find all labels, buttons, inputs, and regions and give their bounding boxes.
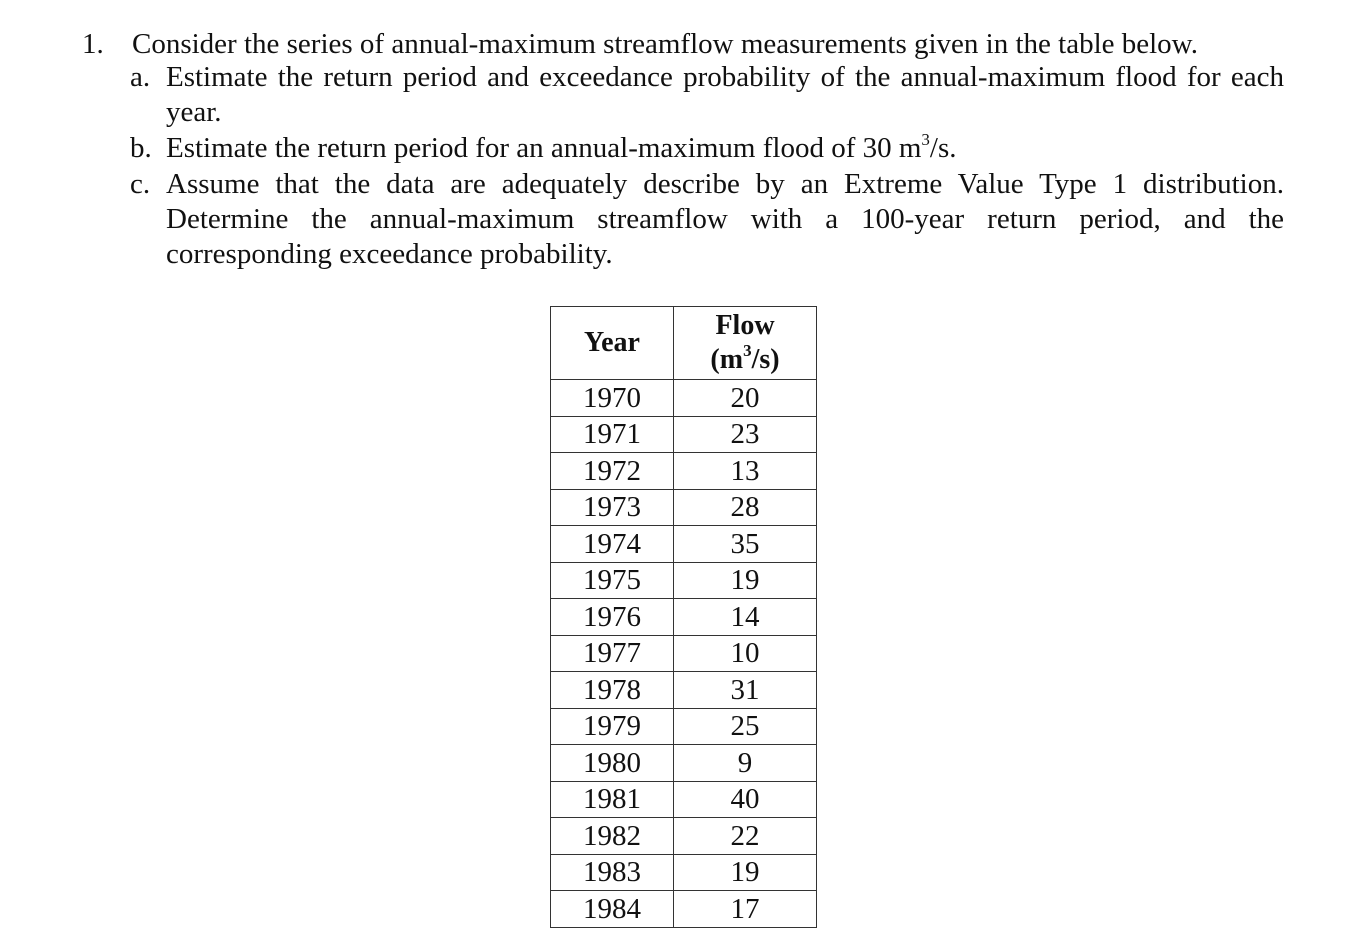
flow-cell: 22 (674, 818, 817, 855)
part-c (130, 167, 1284, 272)
part-a-text: Estimate the return period and exceedance probability of the annual-maximum flood for each year. (166, 61, 1284, 128)
table-row (551, 416, 817, 453)
year-cell: 1983 (551, 854, 674, 891)
flow-cell: 20 (674, 380, 817, 417)
flow-header-label: Flow (715, 310, 775, 341)
part-a-label: a. (130, 61, 151, 93)
part-b-text-unit: /s. (929, 132, 957, 164)
flow-cell: 14 (674, 599, 817, 636)
year-cell: 1976 (551, 599, 674, 636)
table-row (551, 526, 817, 563)
part-b-text (166, 131, 1284, 166)
table-row (551, 599, 817, 636)
flow-header-unit (674, 343, 816, 377)
flow-cell: 28 (674, 489, 817, 526)
table-row (551, 672, 817, 709)
year-cell: 1979 (551, 708, 674, 745)
part-b-label: b. (130, 132, 152, 164)
year-cell: 1981 (551, 781, 674, 818)
flow-cell: 13 (674, 453, 817, 490)
flow-cell: 19 (674, 854, 817, 891)
question-stem (82, 26, 1198, 62)
table-row (551, 562, 817, 599)
question-text: Consider the series of annual-maximum streamflow measurements given in the table below. (132, 28, 1198, 60)
table-row (551, 818, 817, 855)
year-column-header: Year (551, 307, 674, 380)
table-header-row (551, 307, 817, 380)
table-row (551, 781, 817, 818)
flow-unit-main: (m (710, 344, 744, 375)
year-cell: 1978 (551, 672, 674, 709)
flow-cell: 23 (674, 416, 817, 453)
flow-cell: 9 (674, 745, 817, 782)
part-a (130, 60, 1284, 130)
flow-cell: 10 (674, 635, 817, 672)
part-c-label: c. (130, 168, 151, 200)
year-cell: 1984 (551, 891, 674, 928)
flow-cell: 40 (674, 781, 817, 818)
flow-cell: 17 (674, 891, 817, 928)
table-row (551, 489, 817, 526)
year-cell: 1971 (551, 416, 674, 453)
part-b (130, 131, 1284, 166)
flow-cell: 31 (674, 672, 817, 709)
table-row (551, 380, 817, 417)
year-cell: 1973 (551, 489, 674, 526)
year-cell: 1972 (551, 453, 674, 490)
year-cell: 1977 (551, 635, 674, 672)
table-row (551, 745, 817, 782)
part-b-text-main: Estimate the return period for an annual-maximum flood of 30 m (166, 132, 922, 164)
flow-column-header (674, 307, 817, 380)
year-cell: 1980 (551, 745, 674, 782)
table-row (551, 635, 817, 672)
table-row (551, 854, 817, 891)
flow-cell: 35 (674, 526, 817, 563)
table-row (551, 453, 817, 490)
question-number: 1. (82, 28, 104, 60)
part-b-superscript: 3 (921, 130, 930, 149)
flow-unit-superscript: 3 (743, 341, 752, 360)
year-cell: 1970 (551, 380, 674, 417)
year-cell: 1982 (551, 818, 674, 855)
year-cell: 1974 (551, 526, 674, 563)
table-row (551, 891, 817, 928)
year-cell: 1975 (551, 562, 674, 599)
part-c-text: Assume that the data are adequately describe by an Extreme Value Type 1 distribution. Determine the annual-maximum streamflow with a 100-year return period, and the corresponding exceedance probability. (166, 168, 1284, 270)
streamflow-table (550, 306, 817, 928)
table-row (551, 708, 817, 745)
flow-cell: 25 (674, 708, 817, 745)
flow-unit-suffix: /s) (751, 344, 780, 375)
flow-cell: 19 (674, 562, 817, 599)
